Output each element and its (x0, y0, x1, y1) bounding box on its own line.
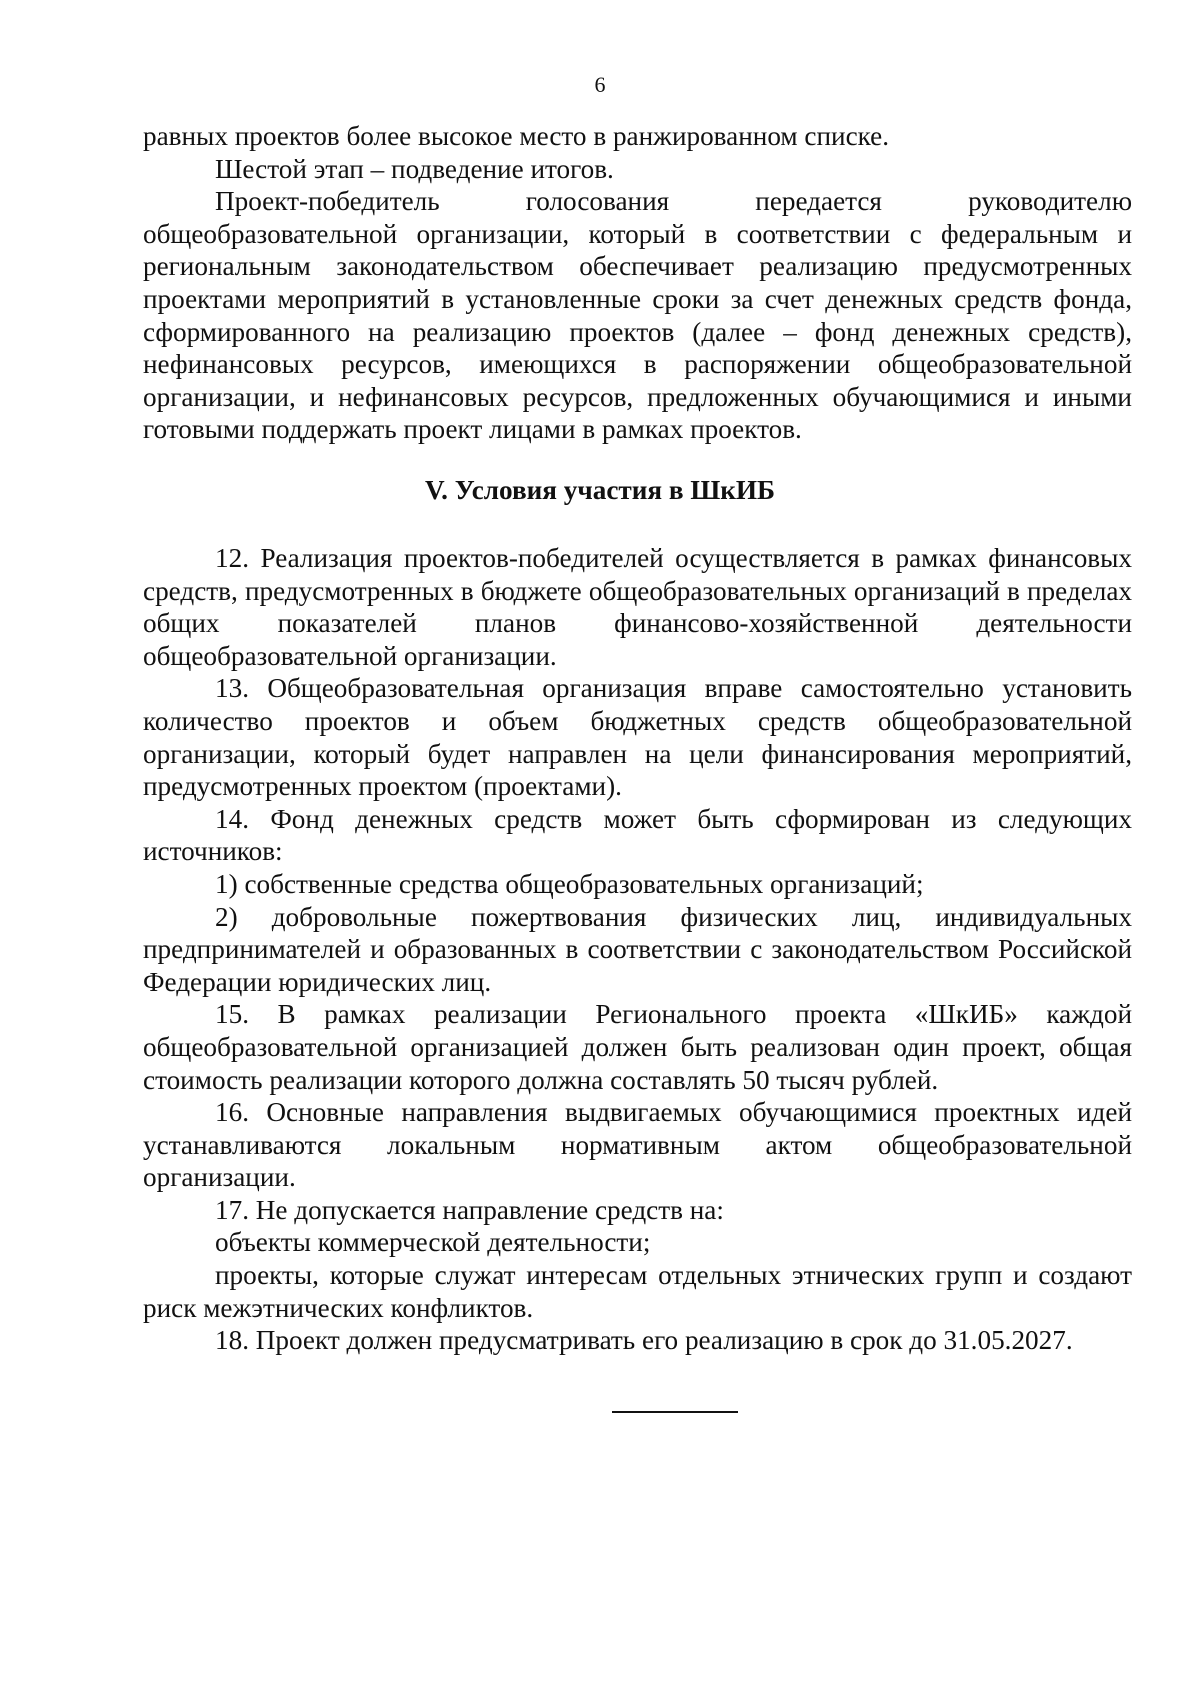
paragraph-item-16: 16. Основные направления выдвигаемых обучающимися проектных идей устанавливаются локальным нормативным актом общеобразовательной организации. (143, 1097, 1132, 1193)
top-text-block (143, 120, 1132, 446)
paragraph-winner-project: Проект-победитель голосования передается руководителю общеобразовательной организации, который в соответствии с федеральным и региональным законодательством обеспечивает реализацию предусмотренных проектами мероприятий в установленные сроки за счет денежных средств фонда, сформированного на реализацию проектов (далее – фонд денежных средств), нефинансовых ресурсов, имеющихся в распоряжении общеобразовательной организации, и нефинансовых ресурсов, предложенных обучающимися и иными готовыми поддержать проект лицами в рамках проектов. (143, 186, 1132, 445)
paragraph-item-12: 12. Реализация проектов-победителей осуществляется в рамках финансовых средств, предусмотренных в бюджете общеобразовательных организаций в пределах общих показателей планов финансово-хозяйственной деятельности общеобразовательной организации. (143, 543, 1132, 671)
paragraph-continuation: равных проектов более высокое место в ранжированном списке. (143, 121, 890, 151)
paragraph-stage-six: Шестой этап – подведение итогов. (215, 153, 614, 184)
paragraph-item-18: 18. Проект должен предусматривать его реализацию в срок до 31.05.2027. (215, 1325, 1073, 1356)
main-text-block (143, 542, 1132, 1357)
paragraph-item-17-a: объекты коммерческой деятельности; (215, 1227, 651, 1258)
paragraph-item-17: 17. Не допускается направление средств на: (215, 1194, 724, 1225)
section-title: V. Условия участия в ШкИБ (424, 475, 776, 505)
paragraph-item-17-b: проекты, которые служат интересам отдельных этнических групп и создают риск межэтнических конфликтов. (143, 1260, 1132, 1323)
paragraph-item-13: 13. Общеобразовательная организация вправе самостоятельно установить количество проектов и объем бюджетных средств общеобразовательной организации, который будет направлен на цели финансирования мероприятий, предусмотренных проектом (проектами). (143, 673, 1132, 802)
paragraph-item-14-1: 1) собственные средства общеобразовательных организаций; (215, 868, 924, 899)
paragraph-item-14-2: 2) добровольные пожертвования физических лиц, индивидуальных предпринимателей и образованных в соответствии с законодательством Российской Федерации юридических лиц. (143, 901, 1132, 997)
paragraph-item-15: 15. В рамках реализации Регионального проекта «ШкИБ» каждой общеобразовательной организацией должен быть реализован один проект, общая стоимость реализации которого должна составлять 50 тысяч рублей. (143, 999, 1132, 1095)
end-of-document-rule (612, 1411, 738, 1413)
page-number: 6 (594, 72, 606, 97)
paragraph-item-14: 14. Фонд денежных средств может быть сформирован из следующих источников: (143, 803, 1132, 867)
